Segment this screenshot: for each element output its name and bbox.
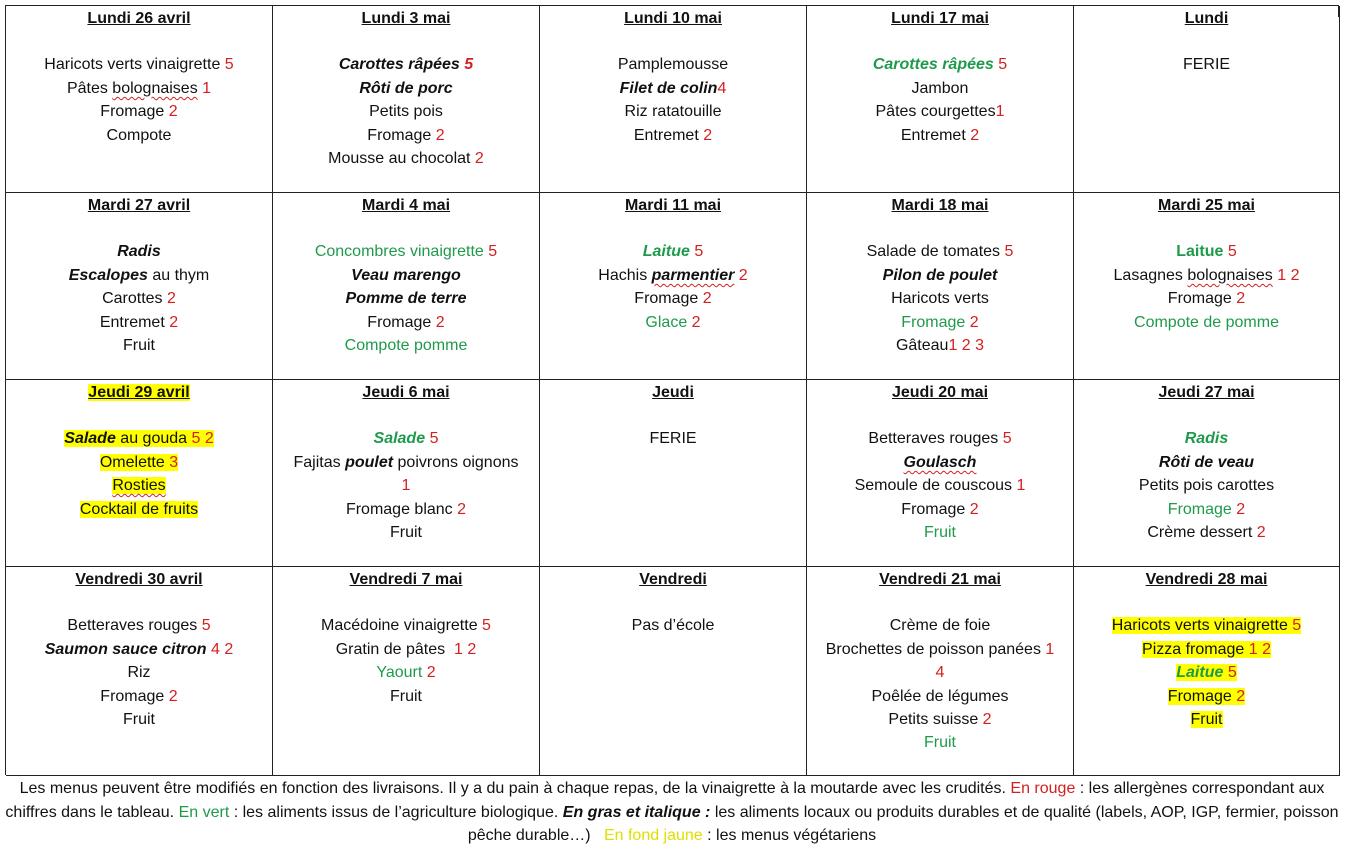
menu-item: Macédoine vinaigrette 5: [321, 617, 491, 635]
cell-lundi-17-mai: [807, 6, 1074, 193]
menu-item: Salade au gouda 5 2: [64, 430, 214, 448]
menu-item: Petits pois carottes: [1138, 477, 1275, 495]
menu-item: Petits pois: [369, 103, 443, 121]
menu-item: Omelette 3: [99, 453, 179, 471]
day-header: Vendredi 21 mai: [879, 571, 1001, 588]
day-header: Mardi 27 avril: [87, 197, 191, 214]
cell-lundi-ferie: [1074, 6, 1340, 193]
menu-item: Salade 5: [373, 430, 439, 448]
holiday-text: FERIE: [1182, 56, 1231, 74]
menu-item: Entremet 2: [633, 126, 713, 144]
menu-item: Fruit: [123, 711, 155, 729]
menu-item: Haricots verts vinaigrette 5: [1111, 617, 1302, 635]
holiday-text: FERIE: [649, 430, 697, 448]
cell-jeudi-29-avril: [6, 380, 273, 567]
menu-item: Petits suisse 2: [888, 711, 992, 729]
menu-item: Jambon: [911, 79, 969, 97]
menu-item: Carottes 2: [102, 290, 176, 308]
cell-mardi-18-mai: [807, 193, 1074, 380]
menu-table: [5, 5, 1339, 775]
menu-item: Fromage 2: [901, 500, 979, 518]
menu-item: Gratin de pâtes 1 2: [335, 640, 477, 658]
menu-item: Rôti de veau: [1158, 453, 1255, 471]
menu-item: Carottes râpées 5: [872, 56, 1008, 74]
menu-item: Laitue 5: [1176, 243, 1237, 261]
cell-jeudi-27-mai: [1074, 380, 1340, 567]
cell-vendredi-7-mai: [273, 567, 540, 776]
cell-lundi-10-mai: [540, 6, 807, 193]
menu-item: Laitue 5: [1176, 664, 1237, 682]
menu-item: Haricots verts vinaigrette 5: [44, 56, 234, 74]
cell-vendredi-21-mai: [807, 567, 1074, 776]
day-header: Jeudi 27 mai: [1158, 384, 1255, 401]
day-header: Mardi 18 mai: [891, 197, 989, 214]
menu-item: Entremet 2: [99, 313, 179, 331]
menu-item: 1: [401, 477, 411, 495]
menu-item: Pomme de terre: [345, 290, 467, 308]
menu-item: Fruit: [390, 524, 422, 542]
menu-item: Concombres vinaigrette 5: [314, 243, 498, 261]
menu-item: Compote: [106, 126, 172, 144]
footer-text: : les menus végétariens: [702, 827, 877, 845]
menu-item: Poêlée de légumes: [871, 687, 1009, 705]
day-header: Mardi 4 mai: [361, 197, 451, 214]
menu-item: 4: [935, 664, 945, 682]
menu-item: Brochettes de poisson panées 1: [825, 640, 1055, 658]
menu-item: Salade de tomates 5: [866, 243, 1014, 261]
day-header: Vendredi 7 mai: [349, 571, 463, 588]
no-school-text: Pas d’école: [631, 617, 715, 635]
cell-mardi-11-mai: [540, 193, 807, 380]
menu-item: Riz: [127, 664, 151, 682]
menu-item: Fromage 2: [1167, 500, 1246, 518]
day-header: Lundi 17 mai: [891, 10, 989, 27]
menu-item: Crème dessert 2: [1147, 524, 1266, 542]
menu-item: Crème de foie: [889, 617, 991, 635]
menu-item: Fromage 2: [901, 313, 979, 331]
cell-jeudi-6-mai: [273, 380, 540, 567]
menu-item: Goulasch: [903, 453, 977, 471]
day-header: Jeudi: [652, 384, 694, 401]
cell-vendredi-no-school: [540, 567, 807, 776]
menu-item: Pamplemousse: [617, 56, 729, 74]
menu-item: Fromage 2: [367, 126, 445, 144]
menu-item: Veau marengo: [351, 266, 461, 284]
menu-item: Fruit: [924, 524, 956, 542]
menu-item: Radis: [1184, 430, 1229, 448]
menu-item: Pizza fromage 1 2: [1142, 640, 1271, 658]
menu-item: Laitue 5: [642, 243, 704, 261]
menu-item: Haricots verts: [891, 290, 989, 308]
cell-mardi-4-mai: [273, 193, 540, 380]
menu-item: Rosties: [112, 477, 166, 495]
menu-item: Pilon de poulet: [882, 266, 998, 284]
legend-bold-label: En gras et italique :: [562, 803, 711, 821]
menu-item: Cocktail de fruits: [79, 500, 199, 518]
menu-item: Glace 2: [645, 313, 701, 331]
day-header: Lundi 3 mai: [361, 10, 451, 27]
menu-item: Hachis parmentier 2: [598, 266, 748, 284]
day-header: Vendredi 30 avril: [75, 571, 203, 588]
day-header: Lundi: [1184, 10, 1229, 27]
day-header: Jeudi 6 mai: [362, 384, 450, 401]
footer-text: les aliments locaux ou produits durables et de qualité (labels, AOP, IGP, fermier, poisson pêche durable…): [467, 803, 1339, 845]
menu-item: Betteraves rouges 5: [67, 617, 211, 635]
menu-item: Mousse au chocolat 2: [328, 150, 484, 168]
menu-item: Fromage blanc 2: [345, 500, 467, 518]
menu-item: Entremet 2: [900, 126, 980, 144]
day-header: Mardi 25 mai: [1158, 197, 1255, 214]
menu-item: Saumon sauce citron 4 2: [44, 640, 234, 658]
menu-item: Fajitas poulet poivrons oignons: [293, 453, 519, 471]
cell-vendredi-28-mai: [1074, 567, 1340, 776]
cell-lundi-3-mai: [273, 6, 540, 193]
legend-red-label: En rouge: [1010, 780, 1076, 797]
day-header: Jeudi 29 avril: [88, 384, 190, 401]
menu-item: Yaourt 2: [376, 664, 436, 682]
footer-text: Les menus peuvent être modifiés en fonction des livraisons. Il y a du pain à chaque repas, de la vinaigrette à la moutarde avec les crudités.: [19, 780, 1006, 797]
menu-item: Fromage 2: [100, 687, 178, 705]
menu-item: Carottes râpées 5: [338, 56, 474, 74]
menu-item: Fruit: [1190, 711, 1223, 729]
day-header: Mardi 11 mai: [624, 197, 722, 214]
day-header: Vendredi 28 mai: [1145, 571, 1268, 588]
day-header: Lundi 10 mai: [624, 10, 722, 27]
menu-item: Radis: [117, 243, 161, 261]
menu-item: Fromage 2: [100, 103, 178, 121]
cell-mardi-25-mai: [1074, 193, 1340, 380]
menu-item: Compote pomme: [344, 337, 468, 355]
cell-mardi-27-avril: [6, 193, 273, 380]
menu-item: Fruit: [390, 687, 422, 705]
day-header: Lundi 26 avril: [87, 10, 191, 27]
day-header: Vendredi: [639, 571, 707, 588]
menu-item: Fruit: [123, 337, 155, 355]
cell-jeudi-ferie: [540, 380, 807, 567]
menu-item: Gâteau1 2 3: [895, 337, 985, 355]
menu-item: Rôti de porc: [359, 79, 453, 97]
menu-item: Lasagnes bolognaises 1 2: [1113, 266, 1300, 284]
menu-item: Fromage 2: [367, 313, 445, 331]
footer-text: : les aliments issus de l’agriculture biologique.: [229, 803, 559, 821]
menu-item: Fromage 2: [1167, 687, 1246, 705]
cell-lundi-26-avril: [6, 6, 273, 193]
menu-item: Filet de colin4: [619, 79, 727, 97]
legend-yellow-label: En fond jaune: [603, 827, 703, 845]
day-header: Jeudi 20 mai: [891, 384, 989, 401]
menu-item: Semoule de couscous 1: [854, 477, 1026, 495]
menu-item: Escalopes au thym: [68, 266, 210, 284]
menu-item: Riz ratatouille: [624, 103, 722, 121]
cell-jeudi-20-mai: [807, 380, 1074, 567]
menu-item: Pâtes courgettes1: [875, 103, 1005, 121]
menu-item: Betteraves rouges 5: [868, 430, 1012, 448]
menu-item: Fromage 2: [634, 290, 712, 308]
cell-vendredi-30-avril: [6, 567, 273, 776]
legend-green-label: En vert: [178, 803, 230, 821]
legend-footer: [5, 777, 1339, 848]
footer-text: : les allergènes correspondant aux chiffres dans le tableau.: [5, 780, 1325, 821]
menu-item: Fruit: [924, 734, 956, 752]
menu-item: Fromage 2: [1167, 290, 1246, 308]
menu-item: Pâtes bolognaises 1: [66, 79, 212, 97]
menu-item: Compote de pomme: [1134, 313, 1279, 331]
